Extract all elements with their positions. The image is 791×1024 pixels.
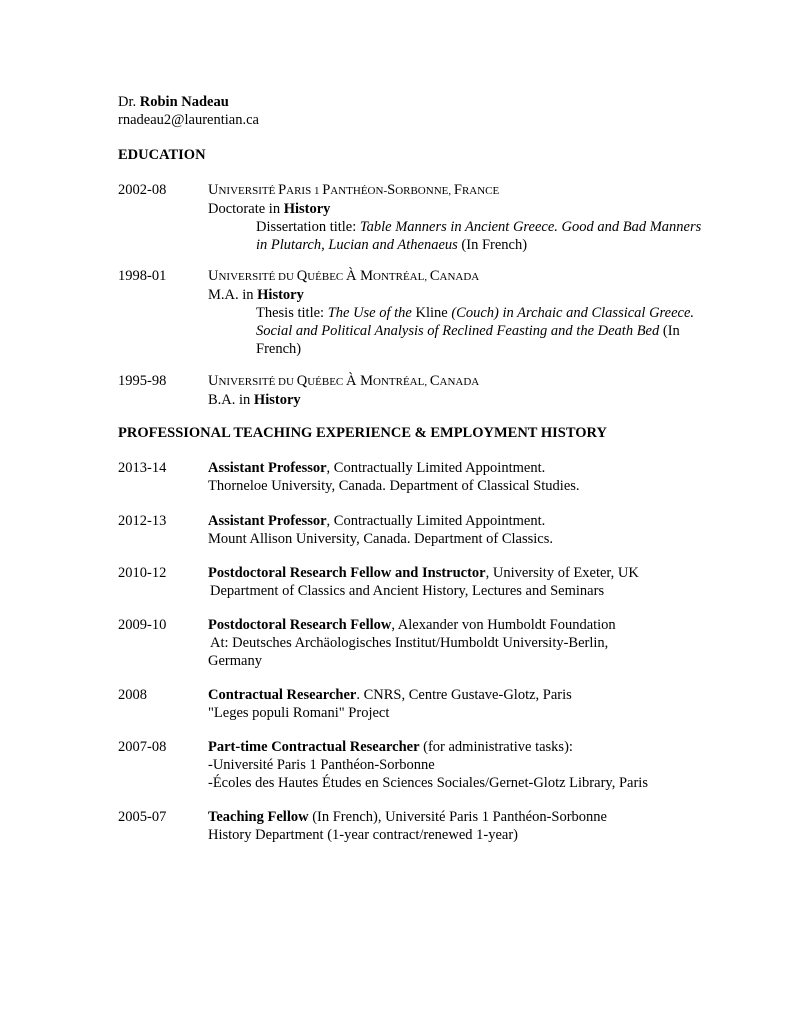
job-detail: At: Deutsches Archäologisches Institut/Humboldt University-Berlin, (210, 635, 609, 651)
job-detail: "Leges populi Romani" Project (208, 705, 390, 721)
institution: UNIVERSITÉ DU QUÉBEC À MONTRÉAL, CANADA (208, 268, 480, 284)
teaching-heading: PROFESSIONAL TEACHING EXPERIENCE & EMPLOYMENT HISTORY (118, 425, 607, 441)
name-line (118, 93, 229, 111)
job-detail: Germany (208, 653, 262, 669)
name-prefix: Dr. (118, 94, 137, 110)
job-detail: Mount Allison University, Canada. Department of Classics. (208, 531, 553, 547)
thesis-title: Thesis title: The Use of the Kline (Couch) in Archaic and Classical Greece. Social and Political Analysis of Reclined Feasting and the Death Bed (In French) (256, 305, 695, 357)
job-detail: Thorneloe University, Canada. Department of Classical Studies. (208, 478, 580, 494)
education-entry (118, 181, 738, 254)
entry-years: 2010-12 (118, 565, 167, 581)
employment-entry: 2012-13 Assistant Professor, Contractually Limited Appointment. Mount Allison University, Canada. Department of Classics. (118, 512, 738, 548)
dissertation-title: Dissertation title: Table Manners in Ancient Greece. Good and Bad Manners in Plutarch, Lucian and Athenaeus (In French) (256, 219, 702, 253)
entry-years: 1995-98 (118, 373, 167, 389)
job-detail: History Department (1-year contract/renewed 1-year) (208, 827, 518, 843)
entry-years: 2008 (118, 687, 147, 703)
job-title: Assistant Professor (208, 460, 327, 476)
job-detail: -Université Paris 1 Panthéon-Sorbonne (208, 757, 435, 773)
job-title: Postdoctoral Research Fellow (208, 617, 392, 633)
entry-years: 1998-01 (118, 268, 167, 284)
job-title: Part-time Contractual Researcher (208, 739, 420, 755)
entry-years: 2012-13 (118, 513, 167, 529)
degree: B.A. in History (208, 392, 301, 408)
entry-years: 2007-08 (118, 739, 167, 755)
entry-years: 2009-10 (118, 617, 167, 633)
person-name: Robin Nadeau (139, 94, 229, 110)
job-detail: Department of Classics and Ancient History, Lectures and Seminars (210, 583, 605, 599)
job-title: Contractual Researcher (208, 687, 357, 703)
education-entry (118, 372, 738, 409)
job-title: Postdoctoral Research Fellow and Instructor (208, 565, 486, 581)
entry-years: 2013-14 (118, 460, 167, 476)
job-title: Assistant Professor (208, 513, 327, 529)
education-heading: EDUCATION (118, 147, 206, 163)
degree: M.A. in History (208, 287, 304, 303)
job-title: Teaching Fellow (208, 809, 309, 825)
employment-entry: 2009-10 Postdoctoral Research Fellow, Alexander von Humboldt Foundation At: Deutsches Archäologisches Institut/Humboldt University-Berlin, Germany (118, 616, 738, 670)
entry-years: 2005-07 (118, 809, 167, 825)
email: rnadeau2@laurentian.ca (118, 112, 259, 128)
employment-entry: 2007-08 Part-time Contractual Researcher (for administrative tasks): -Université Paris 1 Panthéon-Sorbonne -Écoles des Hautes Études en Sciences Sociales/Gernet-Glotz Library, Paris (118, 738, 738, 792)
entry-years: 2002-08 (118, 182, 167, 198)
employment-entry: 2010-12 Postdoctoral Research Fellow and Instructor, University of Exeter, UK Department of Classics and Ancient History, Lectures and Seminars (118, 564, 738, 600)
job-detail: -Écoles des Hautes Études en Sciences Sociales/Gernet-Glotz Library, Paris (208, 775, 648, 791)
institution: UNIVERSITÉ PARIS 1 PANTHÉON-SORBONNE, FRANCE (208, 182, 500, 198)
education-entry (118, 267, 738, 358)
employment-entry: 2005-07 Teaching Fellow (In French), Université Paris 1 Panthéon-Sorbonne History Department (1-year contract/renewed 1-year) (118, 808, 738, 844)
employment-entry: 2008 Contractual Researcher. CNRS, Centre Gustave-Glotz, Paris "Leges populi Romani" Project (118, 686, 738, 722)
institution: UNIVERSITÉ DU QUÉBEC À MONTRÉAL, CANADA (208, 373, 480, 389)
degree: Doctorate in History (208, 201, 331, 217)
employment-entry: 2013-14 Assistant Professor, Contractually Limited Appointment. Thorneloe University, Canada. Department of Classical Studies. (118, 459, 738, 495)
